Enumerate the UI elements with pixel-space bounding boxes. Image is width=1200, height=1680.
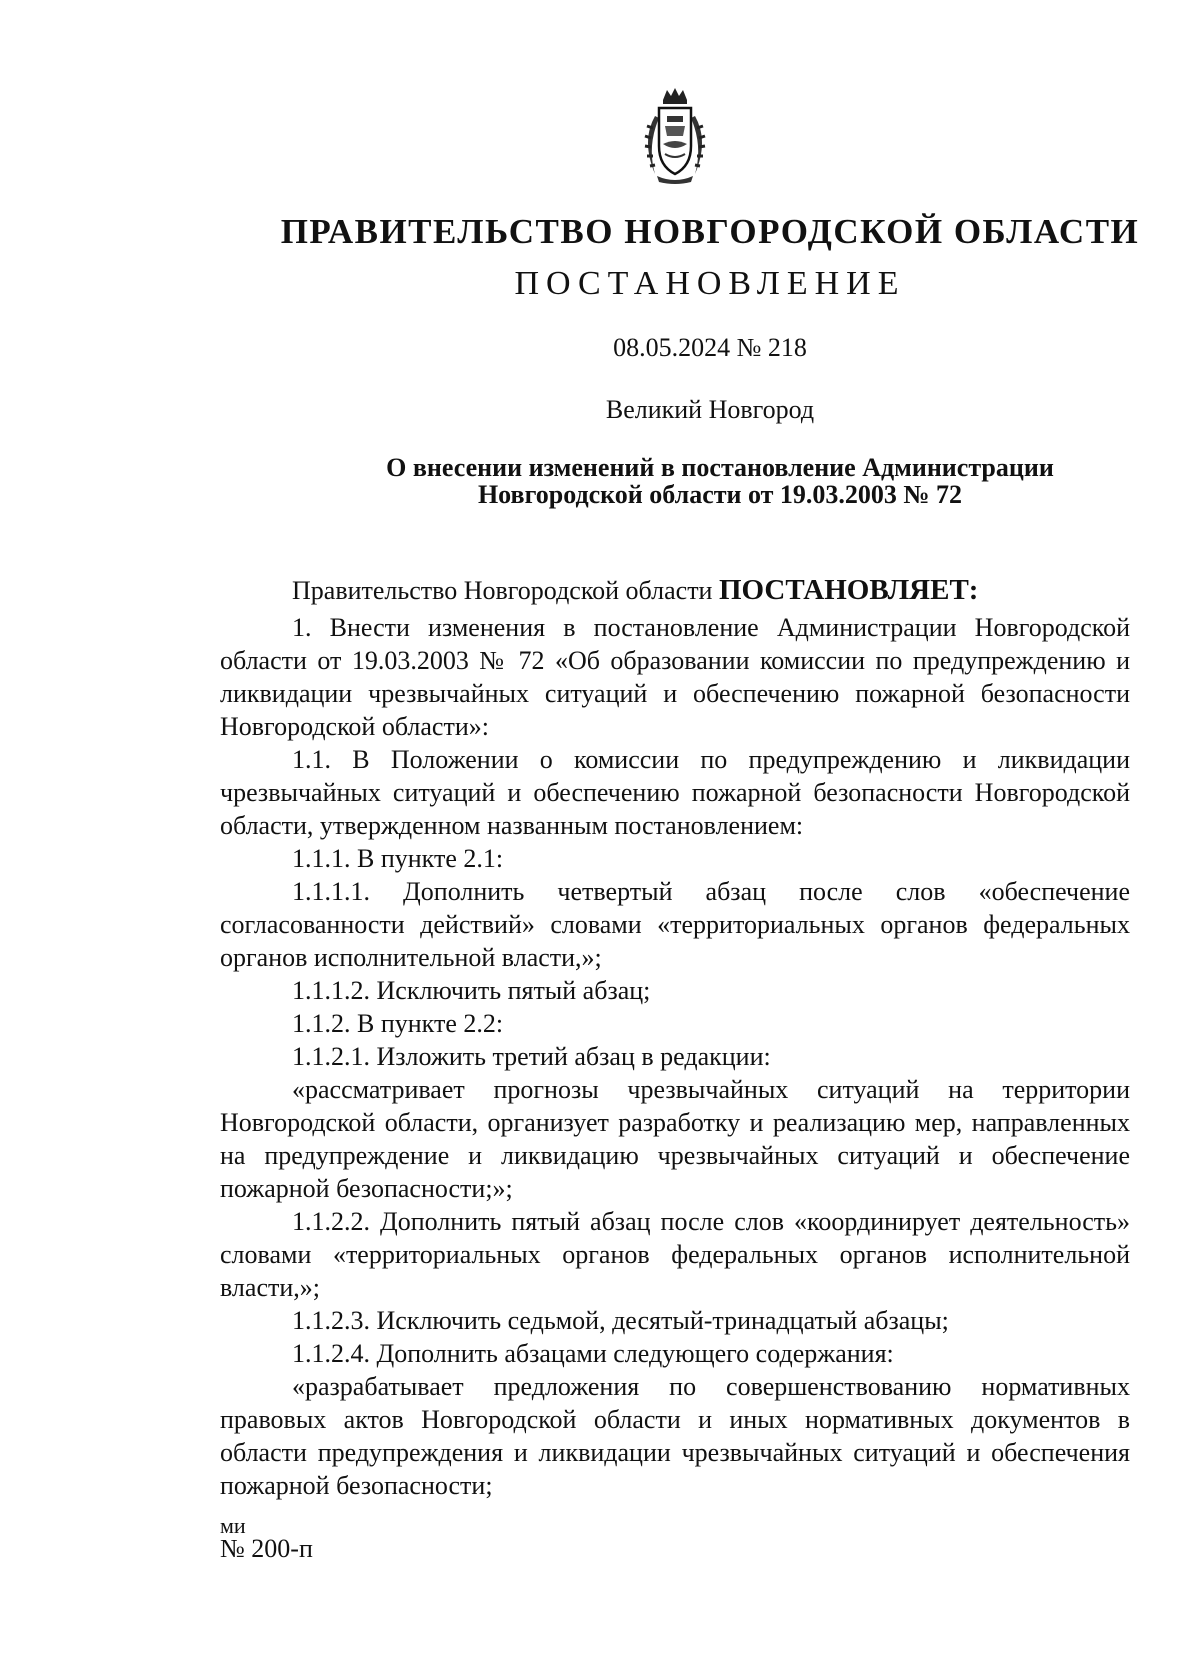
document-type: ПОСТАНОВЛЕНИЕ <box>514 265 906 302</box>
paragraph-1-1-2-1: 1.1.2.1. Изложить третий абзац в редакции: <box>292 1042 771 1071</box>
footer-number: № 200-п <box>220 1534 313 1563</box>
document-place: Великий Новгород <box>605 395 815 424</box>
paragraph-quote-2: «разрабатывает предложения по совершенствованию нормативных правовых актов Новгородской области и иных нормативных документов в области предупреждения и ликвидации чрезвычайных ситуаций и обеспечения пожарной безопасности; <box>220 1372 1130 1500</box>
paragraph-1-1-1-1: 1.1.1.1. Дополнить четвертый абзац после слов «обеспечение согласованности действий» словами «территориальных органов федеральных органов исполнительной власти,»; <box>220 877 1130 972</box>
paragraph-1-1-1: 1.1.1. В пункте 2.1: <box>292 844 504 873</box>
paragraph-1-1-2: 1.1.2. В пункте 2.2: <box>292 1009 504 1038</box>
government-title: ПРАВИТЕЛЬСТВО НОВГОРОДСКОЙ ОБЛАСТИ <box>280 212 1140 251</box>
document-body <box>220 574 1130 1502</box>
paragraph-1-1-2-3: 1.1.2.3. Исключить седьмой, десятый-тринадцатый абзацы; <box>292 1306 949 1335</box>
paragraph-quote-1: «рассматривает прогнозы чрезвычайных ситуаций на территории Новгородской области, организует разработку и реализацию мер, направленных на предупреждение и ликвидацию чрезвычайных ситуаций и обеспечение пожарной безопасности;»; <box>220 1075 1130 1203</box>
paragraph-1-1-2-2: 1.1.2.2. Дополнить пятый абзац после слов «координирует деятельность» словами «территориальных органов федеральных органов исполнительной власти,»; <box>220 1207 1130 1302</box>
document-date-number: 08.05.2024 № 218 <box>613 333 807 362</box>
footer-initials: ми <box>220 1513 246 1538</box>
paragraph-1-1: 1.1. В Положении о комиссии по предупреждению и ликвидации чрезвычайных ситуаций и обеспечению пожарной безопасности Новгородской области, утвержденном названным постановлением: <box>220 745 1130 840</box>
paragraph-1: 1. Внести изменения в постановление Администрации Новгородской области от 19.03.2003 № 72 «Об образовании комиссии по предупреждению и ликвидации чрезвычайных ситуаций и обеспечению пожарной безопасности Новгородской области»: <box>220 613 1130 741</box>
preamble <box>220 574 1130 607</box>
subject-line-1: О внесении изменений в постановление Администрации <box>386 453 1054 482</box>
paragraph-1-1-2-4: 1.1.2.4. Дополнить абзацами следующего содержания: <box>292 1339 894 1368</box>
preamble-text: Правительство Новгородской области <box>292 576 719 605</box>
subject-line-2: Новгородской области от 19.03.2003 № 72 <box>477 480 963 509</box>
paragraph-1-1-1-2: 1.1.1.2. Исключить пятый абзац; <box>292 976 651 1005</box>
document-subject <box>290 454 1150 508</box>
coat-of-arms-icon <box>637 86 713 186</box>
document-footer <box>220 1513 313 1563</box>
preamble-resolves: ПОСТАНОВЛЯЕТ: <box>718 574 979 606</box>
